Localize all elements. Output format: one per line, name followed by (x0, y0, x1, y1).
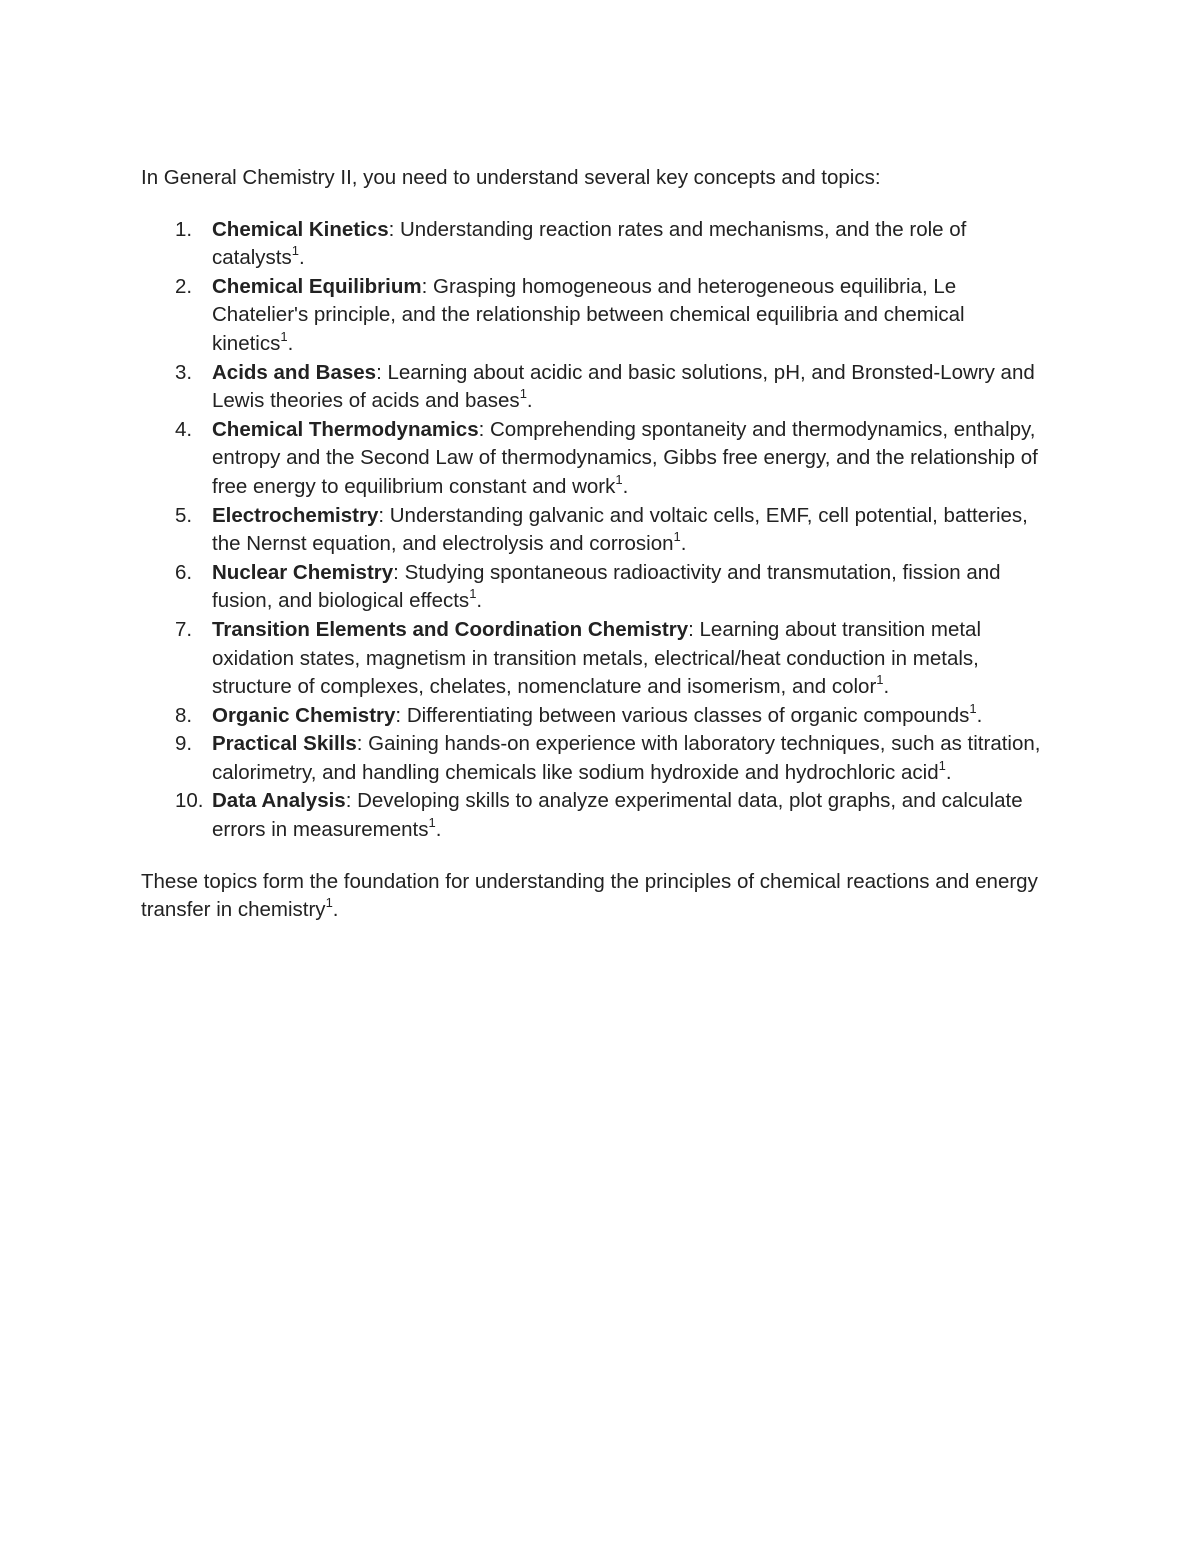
topic-description: : Developing skills to analyze experimental data, plot graphs, and calculate errors in measurements (212, 789, 1023, 842)
topic-title: Acids and Bases (212, 360, 377, 384)
topic-end: . (435, 818, 442, 842)
topic-title: Data Analysis (212, 789, 346, 813)
topic-title: Chemical Kinetics (212, 217, 389, 241)
list-item (141, 216, 1051, 273)
citation-marker[interactable]: 1 (280, 329, 288, 345)
topic-description: : Comprehending spontaneity and thermodynamics, enthalpy, entropy and the Second Law of thermodynamics, Gibbs free energy, and the relationship of free energy to equilibrium constant and work (212, 417, 1038, 498)
topic-end: . (476, 589, 483, 613)
list-number: 1. (175, 217, 193, 241)
list-item (141, 273, 1051, 359)
list-item (141, 559, 1051, 616)
topic-title: Practical Skills (212, 732, 357, 756)
list-item (141, 730, 1051, 787)
topic-title: Nuclear Chemistry (212, 560, 394, 584)
citation-marker[interactable]: 1 (969, 700, 977, 716)
intro-paragraph: In General Chemistry II, you need to understand several key concepts and topics: (141, 166, 881, 189)
topic-end: . (622, 474, 629, 498)
topic-description: : Understanding galvanic and voltaic cells, EMF, cell potential, batteries, the Nernst equation, and electrolysis and corrosion (212, 503, 1028, 556)
list-number: 7. (175, 617, 193, 641)
topic-description: : Understanding reaction rates and mechanisms, and the role of catalysts (212, 217, 967, 270)
topic-description: : Learning about transition metal oxidation states, magnetism in transition metals, electrical/heat conduction in metals, structure of complexes, chelates, nomenclature and isomerism, and color (212, 617, 982, 699)
topic-title: Transition Elements and Coordination Chemistry (212, 617, 689, 641)
conclusion-paragraph (141, 868, 1051, 925)
citation-marker[interactable]: 1 (469, 586, 477, 602)
topic-title: Chemical Equilibrium (212, 274, 422, 298)
list-number: 6. (175, 560, 193, 584)
topic-end: . (945, 760, 952, 784)
list-item (141, 787, 1051, 844)
citation-marker[interactable]: 1 (325, 895, 333, 911)
list-item (141, 702, 1051, 731)
topic-end: . (526, 389, 533, 413)
topic-end: . (287, 331, 294, 355)
list-item (141, 359, 1051, 416)
document-page (141, 164, 1051, 925)
conclusion-text: These topics form the foundation for understanding the principles of chemical reactions and energy transfer in chemistry (141, 869, 1038, 922)
list-number: 3. (175, 360, 193, 384)
topic-description: : Grasping homogeneous and heterogeneous equilibria, Le Chatelier's principle, and the relationship between chemical equilibria and chemical kinetics (212, 274, 965, 355)
topic-description: : Gaining hands-on experience with laboratory techniques, such as titration, calorimetry, and handling chemicals like sodium hydroxide and hydrochloric acid (212, 732, 1041, 784)
topic-end: . (883, 675, 890, 699)
citation-marker[interactable]: 1 (876, 672, 884, 688)
list-item (141, 616, 1051, 702)
citation-marker[interactable]: 1 (615, 472, 623, 488)
topic-description: : Learning about acidic and basic solutions, pH, and Bronsted-Lowry and Lewis theories of acids and bases (212, 360, 1035, 413)
topic-title: Electrochemistry (212, 503, 379, 527)
citation-marker[interactable]: 1 (428, 815, 436, 831)
list-number: 8. (175, 703, 193, 727)
topic-end: . (680, 532, 687, 556)
citation-marker[interactable]: 1 (938, 758, 946, 774)
citation-marker[interactable]: 1 (291, 243, 299, 259)
list-number: 4. (175, 417, 193, 441)
topic-description: : Differentiating between various classes of organic compounds (395, 703, 970, 727)
list-number: 5. (175, 503, 193, 527)
topic-end: . (976, 703, 983, 727)
list-item (141, 416, 1051, 502)
list-number: 10. (175, 789, 204, 813)
citation-marker[interactable]: 1 (519, 386, 527, 402)
topic-title: Organic Chemistry (212, 703, 396, 727)
topic-description: : Studying spontaneous radioactivity and transmutation, fission and fusion, and biological effects (212, 560, 1001, 613)
list-number: 9. (175, 732, 193, 756)
topic-end: . (298, 246, 305, 270)
list-number: 2. (175, 274, 193, 298)
conclusion-end: . (332, 898, 339, 922)
list-item (141, 502, 1051, 559)
topic-list (141, 216, 1051, 845)
topic-title: Chemical Thermodynamics (212, 417, 479, 441)
citation-marker[interactable]: 1 (673, 529, 681, 545)
